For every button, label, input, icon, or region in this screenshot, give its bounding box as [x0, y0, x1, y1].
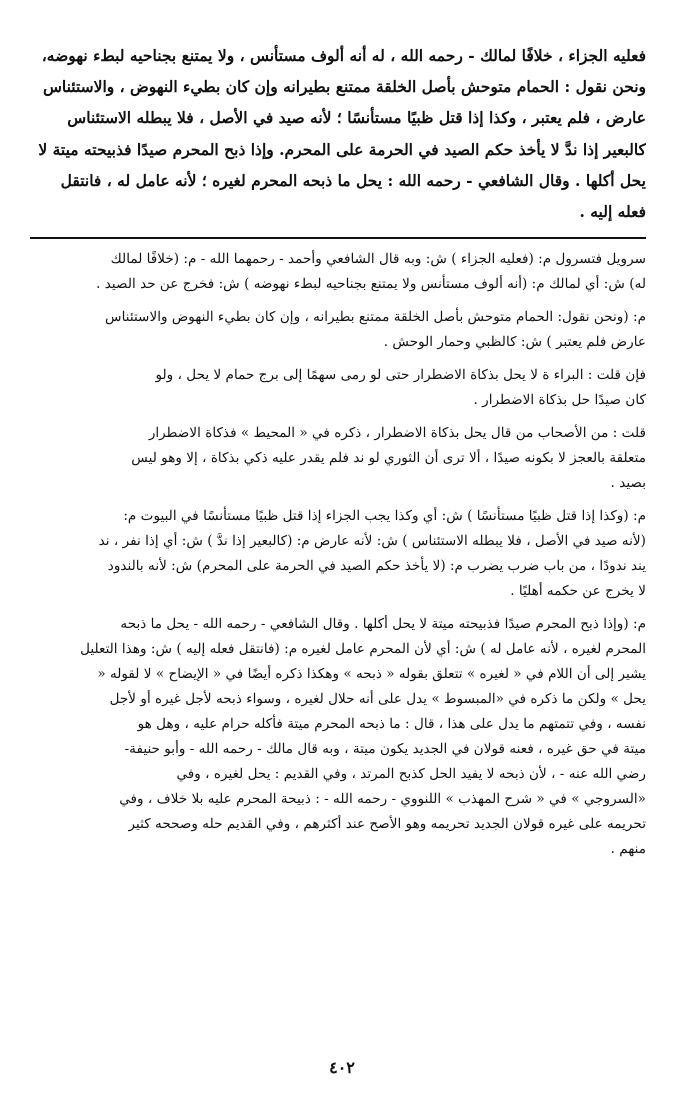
- commentary-line: بصيد .: [610, 475, 646, 492]
- commentary-paragraph: [30, 363, 646, 413]
- commentary-paragraph: [30, 247, 646, 297]
- commentary-paragraph: [30, 504, 646, 604]
- commentary-line: يشير إلى أن اللام في « لغيره » تتعلق بقوله « ذبحه » وهكذا ذكره أيضًا في « الإيضاح » لا لقوله «: [97, 666, 646, 683]
- page-number: ٤٠٢: [329, 1058, 355, 1077]
- commentary-line: المحرم لغيره ، لأنه عامل له ) ش: أي لأن المحرم عامل لغيره م: (فانتقل فعله إليه ) ش: وهذا التعليل: [80, 641, 646, 658]
- commentary-line: رضي الله عنه - ، لأن ذبحه لا يفيد الحل كذبح المرتد ، وفي القديم : يحل لغيره ، وفي: [176, 766, 646, 783]
- commentary-line: «السروجي » في « شرح المهذب » اللنووي - رحمه الله - : ذبيحة المحرم عليه بلا خلاف ، وفي: [119, 791, 646, 808]
- commentary-line: منهم .: [610, 841, 646, 858]
- commentary-line: سرويل فتسرول م: (فعليه الجزاء ) ش: وبه قال الشافعي وأحمد - رحمهما الله - م: (خلافًا لمالك: [110, 251, 646, 268]
- main-text-line: فعليه الجزاء ، خلافًا لمالك - رحمه الله ، له أنه ألوف مستأنس ، ولا يمتنع بجناحيه لبطء نهوضه،: [41, 46, 646, 65]
- commentary-line: يحل » ولكن ما ذكره في «المبسوط » يدل على أنه حلال لغيره ، وسواء ذبحه لأجل غيره أو لأجل: [109, 691, 646, 708]
- commentary-line: عارض فلم يعتبر ) ش: كالظبي وحمار الوحش .: [383, 334, 646, 351]
- commentary-line: م: (وإذا ذبح المحرم صيدًا فذبيحته ميتة لا يحل أكلها . وقال الشافعي - رحمه الله - يحل ما ذبحه: [120, 616, 646, 633]
- divider-line: [30, 237, 646, 239]
- commentary-line: كان صيدًا حل بذكاة الاضطرار .: [473, 392, 646, 409]
- commentary-line: تحريمه على غيره قولان الجديد تحريمه وهو الأصح عند أكثرهم ، وفي القديم حله وصححه كثير: [128, 816, 646, 833]
- main-text-line: يحل أكلها . وقال الشافعي - رحمه الله : يحل ما ذبحه المحرم لغيره ؛ لأنه عامل له ، فانتقل: [60, 170, 646, 190]
- commentary-line: م: (ونحن نقول: الحمام متوحش بأصل الخلقة ممتنع بطيرانه ، وإن كان بطيء النهوض والاستئناس: [105, 309, 646, 326]
- commentary-line: متعلقة بالعجز لا بكونه صيدًا ، ألا ترى أن الثوري لو ند فلم يقدر عليه ذكي بذكاة ، إلا وهو ليس: [131, 450, 646, 467]
- commentary: [30, 247, 646, 862]
- commentary-line: نفسه ، وفي تتمتهم ما يدل على هذا ، قال : ما ذبحه المحرم ميتة فأكله حرام عليه ، وهل هو: [137, 716, 646, 733]
- commentary-paragraph: [30, 421, 646, 496]
- commentary-line: ميتة في حق غيره ، فعنه قولان في الجديد يكون ميتة ، وبه قال مالك - رحمه الله - وأبو حنيفة-: [124, 741, 646, 758]
- main-text: [30, 40, 646, 227]
- main-text-line: فعله إليه .: [579, 202, 646, 222]
- main-text-line: ونحن نقول : الحمام متوحش بأصل الخلقة ممتنع بطيرانه وإن كان بطيء النهوض ، والاستئناس: [42, 77, 646, 97]
- main-text-line: عارض ، فلم يعتبر ، وكذا إذا قتل ظبيًا مستأنسًا ؛ لأنه صيد في الأصل ، فلا يبطله الاستئناس: [67, 108, 646, 128]
- commentary-line: قلت : من الأصحاب من قال يحل بذكاة الاضطرار ، ذكره في « المحيط » فذكاة الاضطرار: [148, 425, 646, 442]
- commentary-line: له) ش: أي لمالك م: (أنه ألوف مستأنس ولا يمتنع بجناحيه لبطء نهوضه ) ش: فخرج عن حد الصيد .: [96, 276, 646, 293]
- main-text-line: كالبعير إذا ندَّ لا يأخذ حكم الصيد في الحرمة على المحرم. وإذا ذبح المحرم صيدًا فذبيحته ميتة لا: [38, 139, 646, 159]
- commentary-line: م: (وكذا إذا قتل ظبيًا مستأنسًا ) ش: أي وكذا يجب الجزاء إذا قتل ظبيًا مستأنسًا في البيوت م:: [123, 508, 646, 525]
- commentary-line: فإن قلت : البراء ة لا يحل بذكاة الاضطرار حتى لو رمى سهمًا إلى برج حمام لا يحل ، ولو: [155, 367, 646, 384]
- commentary-line: يند ندودًا ، من باب ضرب يضرب م: (لا يأخذ حكم الصيد في الحرمة على المحرم) ش: لأنه بالندود: [107, 558, 646, 575]
- commentary-paragraph: [30, 612, 646, 862]
- commentary-line: لا يخرج عن حكمه أهليًا .: [510, 583, 646, 600]
- commentary-line: (لأنه صيد في الأصل ، فلا يبطله الاستئناس ) ش: لأنه عارض م: (كالبعير إذا ندَّ ) ش: أي إذا نفر ، ند: [98, 533, 646, 550]
- commentary-paragraph: [30, 305, 646, 355]
